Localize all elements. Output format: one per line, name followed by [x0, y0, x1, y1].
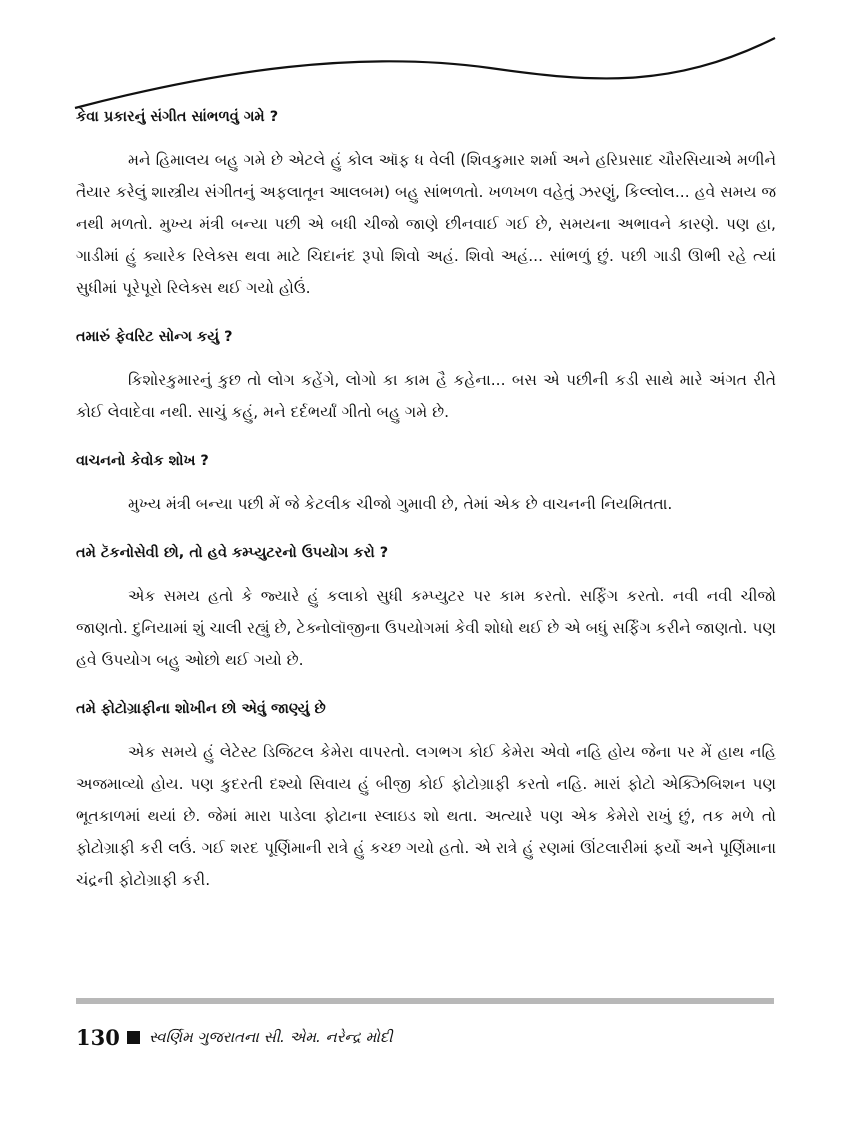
qa-section	[76, 324, 776, 428]
section-question: તમારું ફેવરિટ સોન્ગ કયું ?	[76, 329, 233, 345]
section-answer: મુખ્ય મંત્રી બન્યા પછી મેં જે કેટલીક ચીજો ગુમાવી છે, તેમાં એક છે વાચનની નિયમિતતા.	[128, 495, 673, 513]
section-question: તમે ટૅકનોસેવી છો, તો હવે કમ્પ્યુટરનો ઉપયોગ કરો ?	[76, 545, 389, 561]
qa-section	[76, 104, 776, 304]
section-question: વાચનનો કેવોક શોખ ?	[76, 453, 209, 469]
section-answer: કિશોરકુમારનું કુછ તો લોગ કહેંગે, લોગો કા કામ હૈ કહેના... બસ એ પછીની કડી સાથે મારે અંગત રીતે કોઈ લેવાદેવા નથી. સાચું કહું, મને દર્દભર્યાં ગીતો બહુ ગમે છે.	[76, 371, 776, 421]
qa-section	[76, 540, 776, 676]
page-content	[76, 104, 776, 916]
section-question: કેવા પ્રકારનું સંગીત સાંભળવું ગમે ?	[76, 109, 279, 125]
section-answer: મને હિમાલય બહુ ગમે છે એટલે હું કોલ ઑફ ધ વેલી (શિવકુમાર શર્મા અને હરિપ્રસાદ ચૌરસિયાએ મળીને તૈયાર કરેલું શાસ્ત્રીય સંગીતનું અફલાતૂન આલબમ) બહુ સાંભળતો. ખળખળ વહેતું ઝરણું, કિલ્લોલ... હવે સમય જ નથી મળતો. મુખ્ય મંત્રી બન્યા પછી એ બધી ચીજો જાણે છીનવાઈ ગઈ છે, સમયના અભાવને કારણે. પણ હા, ગાડીમાં હું ક્યારેક રિલેક્સ થવા માટે ચિદાનંદ રૂપો શિવો અહં. શિવો અહં... સાંભળું છું. પછી ગાડી ઊભી રહે ત્યાં સુધીમાં પૂરેપૂરો રિલેક્સ થઈ ગયો હોઉં.	[76, 151, 776, 297]
square-bullet-icon	[127, 1031, 140, 1044]
section-question: તમે ફોટોગ્રાફીના શોખીન છો એવું જાણ્યું છે	[76, 701, 326, 717]
footer-rule	[76, 998, 774, 1004]
book-title: સ્વર્ણિમ ગુજરાતના સી. એમ. નરેન્દ્ર મોદી	[148, 1028, 393, 1046]
page-footer	[76, 1020, 393, 1054]
page-number: 130	[76, 1024, 120, 1050]
qa-section	[76, 696, 776, 896]
section-answer: એક સમયે હું લેટેસ્ટ ડિજિટલ કેમેરા વાપરતો. લગભગ કોઈ કેમેરા એવો નહિ હોય જેના પર મેં હાથ નહિ અજમાવ્યો હોય. પણ કુદરતી દશ્યો સિવાય હું બીજી કોઈ ફોટોગ્રાફી કરતો નહિ. મારાં ફોટો એક્ઝિબિશન પણ ભૂતકાળમાં થયાં છે. જેમાં મારા પાડેલા ફોટાના સ્લાઇડ શો થતા. અત્યારે પણ એક કેમેરો રાખું છું, તક મળે તો ફોટોગ્રાફી કરી લઉં. ગઈ શરદ પૂર્ણિમાની રાત્રે હું કચ્છ ગયો હતો. એ રાત્રે હું રણમાં ઊંટલારીમાં ફર્યો અને પૂર્ણિમાના ચંદ્રની ફોટોગ્રાફી કરી.	[76, 743, 776, 889]
section-answer: એક સમય હતો કે જ્યારે હું કલાકો સુધી કમ્પ્યુટર પર કામ કરતો. સર્ફિંગ કરતો. નવી નવી ચીજો જાણતો. દુનિયામાં શું ચાલી રહ્યું છે, ટેક્નોલૉજીના ઉપયોગમાં કેવી શોધો થઈ છે એ બધું સર્ફિંગ કરીને જાણતો. પણ હવે ઉપયોગ બહુ ઓછો થઈ ગયો છે.	[76, 587, 776, 669]
qa-section	[76, 448, 776, 520]
